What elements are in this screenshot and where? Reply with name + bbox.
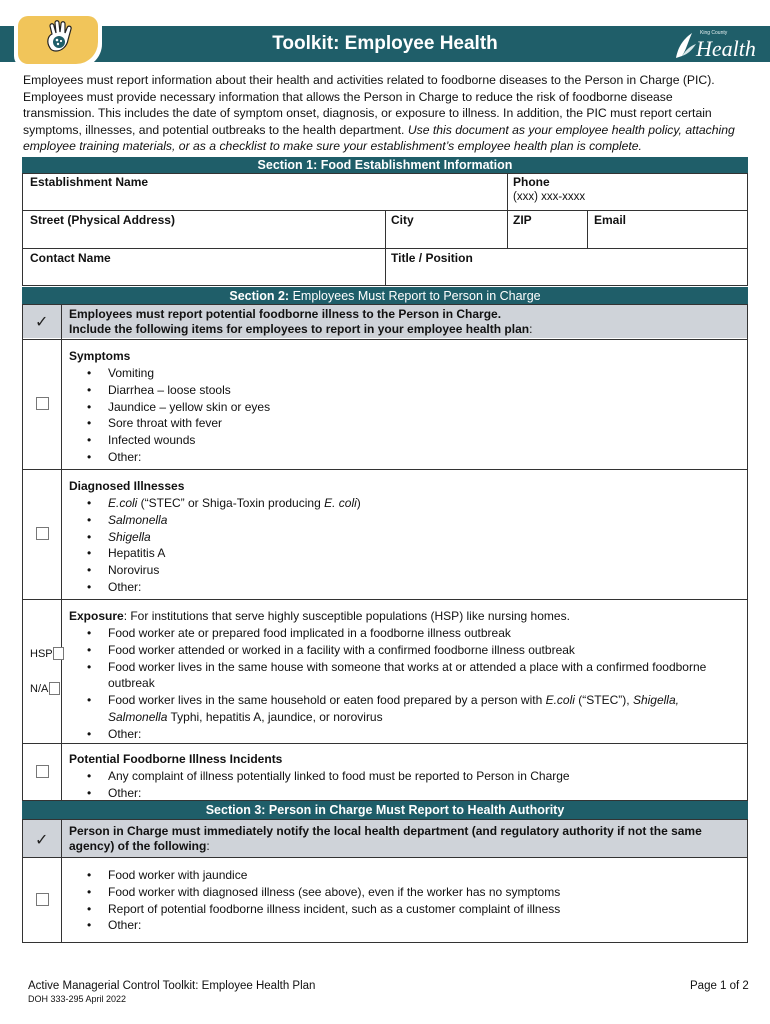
establishment-name-label: Establishment Name [30,175,149,189]
exposure-title-rest: : For institutions that serve highly susceptible populations (HSP) like nursing homes. [123,609,570,623]
list-item: • Food worker lives in the same house with someone that works at or attended a place with a confirmed foodborne outbreak [87,659,737,693]
section1-title: Section 1: Food Establishment Information [22,157,748,174]
list-item: • Food worker ate or prepared food implicated in a foodborne illness outbreak [87,625,737,642]
footer-doh: DOH 333-295 April 2022 [28,994,127,1004]
list-item: • Other: [87,726,737,743]
email-label: Email [594,213,627,227]
incidents-list [87,768,570,802]
check-mark-icon: ✓ [35,832,49,849]
divider [61,819,62,943]
section2-intro-line2: Include the following items for employees to report in your employee health plan [69,322,530,336]
illnesses-title: Diagnosed Illnesses [69,479,185,493]
divider [385,210,386,286]
exposure-list [87,625,737,743]
incidents-checkbox[interactable] [36,765,49,778]
divider [507,173,508,248]
illness-salmonella: Salmonella [108,512,168,527]
incidents-title: Potential Foodborne Illness Incidents [69,752,283,766]
list-item: • Other: [87,579,361,596]
list-item: • Vomiting [87,365,270,382]
illness-shigella: Shigella [108,529,151,544]
phone-placeholder[interactable]: (xxx) xxx-xxxx [513,191,586,203]
footer-title: Active Managerial Control Toolkit: Employee Health Plan [28,980,316,992]
list-item: • Food worker with diagnosed illness (see above), even if the worker has no symptoms [87,884,560,901]
section2-intro-colon: : [529,322,533,336]
exposure-item4-b: E.coli [545,693,575,708]
exposure-item4-a: Food worker lives in the same household or eaten food prepared by a person with [108,693,546,708]
health-leaf-icon [672,30,698,60]
divider [587,210,588,248]
street-label: Street (Physical Address) [30,213,175,227]
list-item [87,512,361,529]
section3-checkbox[interactable] [36,893,49,906]
section2-intro [69,307,532,337]
section2-title-prefix: Section 2: [229,289,290,303]
list-item: • Food worker attended or worked in a facility with a confirmed foodborne illness outbreak [87,642,737,659]
exposure-title [69,609,570,623]
health-logo-small: King County [700,30,728,36]
list-item: • Norovirus [87,562,361,579]
na-checkbox[interactable] [49,682,60,695]
list-item: • Other: [87,785,570,802]
title-position-label: Title / Position [391,251,473,265]
page-title: Toolkit: Employee Health [272,33,498,54]
section2-title [22,287,748,305]
section3-intro-line2: agency) of the following [69,839,207,853]
page-number: Page 1 of 2 [690,980,749,992]
divider [22,339,748,340]
exposure-item4-c: (“STEC”), [574,693,633,708]
illnesses-list [87,495,361,596]
list-item: • Report of potential foodborne illness incident, such as a customer complaint of illness [87,901,560,918]
illnesses-checkbox[interactable] [36,527,49,540]
divider [22,857,748,858]
list-item: • Diarrhea – loose stools [87,382,270,399]
symptoms-title: Symptoms [69,349,131,363]
check-mark-icon: ✓ [35,314,49,331]
hand-logo-icon [40,18,78,56]
hsp-label: HSP [30,648,53,660]
exposure-item4-d: Shigella, [632,693,679,708]
logo-badge [14,12,102,68]
list-item: • Jaundice – yellow skin or eyes [87,399,270,416]
divider [22,469,748,470]
exposure-item4-f: Typhi, hepatitis A, jaundice, or norovirus [167,709,383,724]
list-item: • Sore throat with fever [87,415,270,432]
hsp-checkbox[interactable] [53,647,64,660]
intro-paragraph [23,72,743,155]
health-logo-word: Health [696,36,756,61]
divider [22,599,748,600]
list-item: • Other: [87,917,560,934]
section3-intro [69,824,745,854]
intro-text: Employees must report information about their health and activities related to foodborne diseases to the Person in Charge (PIC). Employees must provide necessary information that allows the Person in Charge to reduce the risk of foodborne disease transmission. This includes the date of symptom onset, diagnosis, or exposure to illness. In addition, the PIC must report certain symptoms, illnesses, and potential outbreaks to the health department. [23,73,715,137]
section3-title: Section 3: Person in Charge Must Report to Health Authority [22,801,748,820]
section3-intro-line1: Person in Charge must immediately notify the local health department (and regulatory authority if not the same [69,824,702,838]
intro-italic: Use this document as your employee health policy, attaching employee training materials, or as a checklist to make sure your establishment’s employee health plan is complete. [23,122,735,153]
section3-intro-colon: : [206,839,210,853]
list-item: • Other: [87,449,270,466]
section2-intro-line1: Employees must report potential foodborne illness to the Person in Charge. [69,307,502,321]
symptoms-checkbox[interactable] [36,397,49,410]
symptoms-list [87,365,270,466]
divider [61,304,62,801]
na-label: N/A [30,683,49,695]
list-item: • Any complaint of illness potentially linked to food must be reported to Person in Charge [87,768,570,785]
phone-label: Phone [513,175,550,189]
divider [22,743,748,744]
illness-ecoli-end: ) [356,496,361,510]
zip-label: ZIP [513,213,532,227]
illness-ecoli: E.coli [108,496,138,510]
exposure-item4-e: Salmonella [108,709,168,724]
section2-title-rest: Employees Must Report to Person in Charge [289,289,541,303]
list-item [87,495,361,512]
list-item [87,692,737,726]
list-item [87,529,361,546]
section3-list [87,867,560,934]
list-item: • Food worker with jaundice [87,867,560,884]
illness-ecoli-2: E. coli [324,496,357,510]
city-label: City [391,213,414,227]
contact-name-label: Contact Name [30,251,111,265]
exposure-title-bold: Exposure [69,609,124,623]
list-item: • Infected wounds [87,432,270,449]
list-item: • Hepatitis A [87,545,361,562]
illness-ecoli-mid: (“STEC” or Shiga-Toxin producing [137,496,325,510]
